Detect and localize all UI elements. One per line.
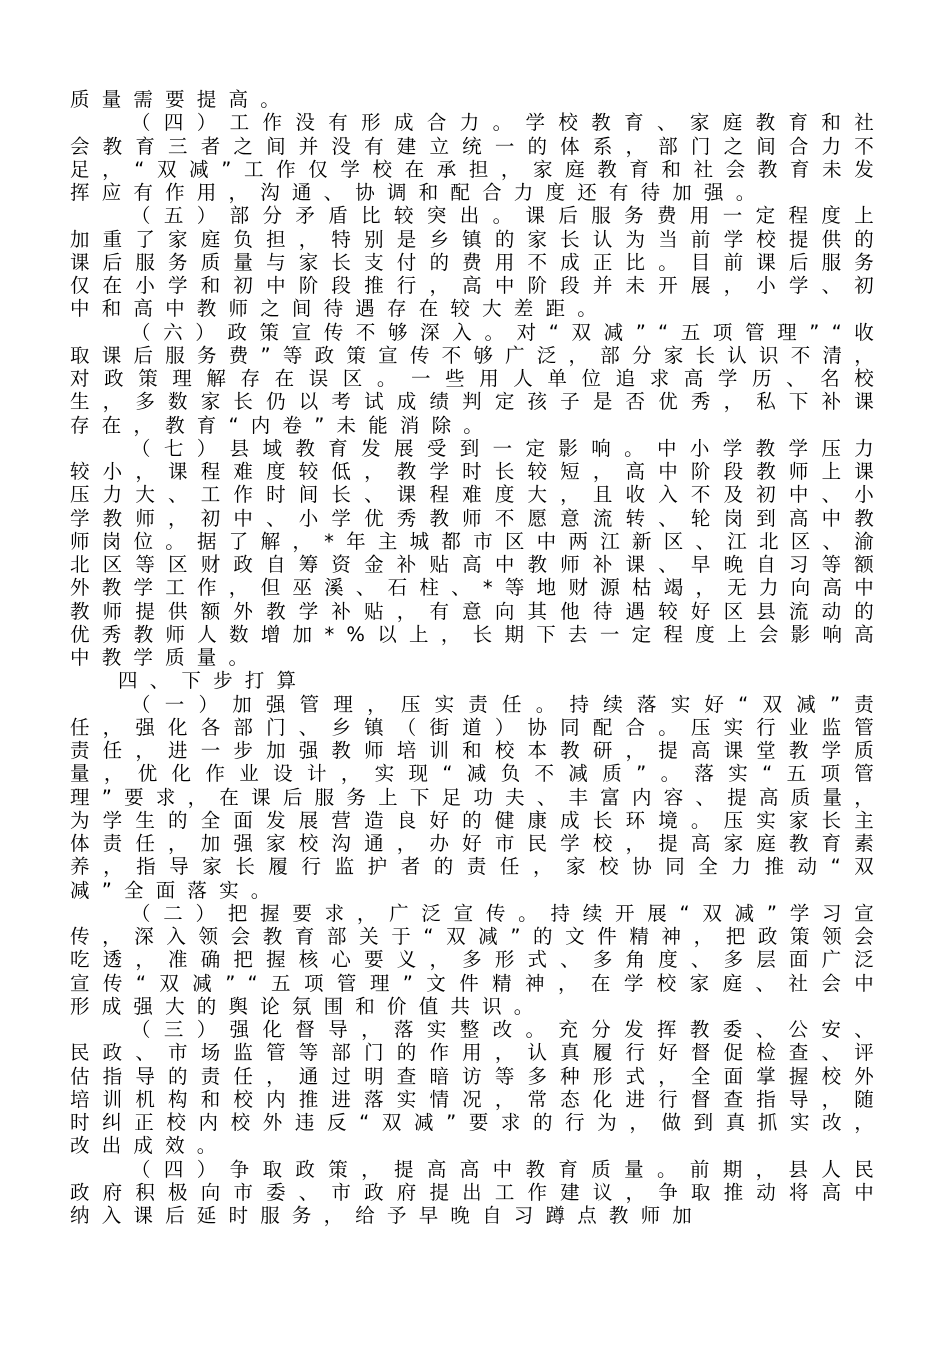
paragraph-conflicts: （五）部分矛盾比较突出。课后服务费用一定程度上加重了家庭负担，特别是乡镇的家长认为当前学校提供的课后服务质量与家长支付的费用不成正比。目前课后服务仅在小学和初中阶段推行，高中阶段并未开展，小学、初中和高中教师之间待遇存在较大差距。 bbox=[70, 204, 886, 321]
paragraph-publicity: （二）把握要求，广泛宣传。持续开展“双减”学习宣传，深入领会教育部关于“双减”的文件精神，把政策领会吃透，准确把握核心要义，多形式、多角度、多层面广泛宣传“双减”“五项管理”文件精神，在学校家庭、社会中形成强大的舆论氛围和价值共识。 bbox=[70, 901, 886, 1018]
paragraph-work-not-united: （四）工作没有形成合力。学校教育、家庭教育和社会教育三者之间并没有建立统一的体系，部门之间合力不足，“双减”工作仅学校在承担，家庭教育和社会教育未发挥应有作用，沟通、协调和配合力度还有待加强。 bbox=[70, 111, 886, 204]
paragraph-continuation: 质量需要提高。 bbox=[70, 88, 292, 111]
paragraph-county-education: （七）县域教育发展受到一定影响。中小学教学压力较小，课程难度较低，教学时长较短，高中阶段教师上课压力大、工作时间长、课程难度大，且收入不及初中、小学教师，初中、小学优秀教师不愿意流转、轮岗到高中教师岗位。据了解，*年主城都市区中两江新区、江北区、渝北区等区财政自筹资金补贴高中教师补课、早晚自习等额外教学工作，但巫溪、石柱、*等地财源枯竭，无力向高中教师提供额外教学补贴，有意向其他待遇较好区县流动的优秀教师人数增加*%以上，长期下去一定程度上会影响高中教学质量。 bbox=[70, 436, 886, 669]
paragraph-strengthen-management: （一）加强管理，压实责任。持续落实好“双减”责任，强化各部门、乡镇（街道）协同配合。压实行业监管责任，进一步加强教师培训和校本教研，提高课堂教学质量，优化作业设计，实现“减负不减质”。落实“五项管理”要求，在课后服务上下足功夫、丰富内容、提高质量，为学生的全面发展营造良好的健康成长环境。压实家长主体责任，加强家校沟通，办好市民学校，提高家庭教育素养，指导家长履行监护者的责任，家校协同全力推动“双减”全面落实。 bbox=[70, 692, 886, 902]
section-heading-next-steps: 四、下步打算 bbox=[118, 669, 309, 693]
paragraph-policy-publicity: （六）政策宣传不够深入。对“双减”“五项管理”“收取课后服务费”等政策宣传不够广泛，部分家长认识不清，对政策理解存在误区。一些用人单位追求高学历、名校生，多数家长仍以考试成绩判定孩子是否优秀，私下补课存在，教育“内卷”未能消除。 bbox=[70, 320, 886, 437]
document-body bbox=[70, 88, 886, 1227]
paragraph-policy-support: （四）争取政策，提高高中教育质量。前期，县人民政府积极向市委、市政府提出工作建议，争取推动将高中纳入课后延时服务，给予早晚自习蹲点教师加 bbox=[70, 1157, 886, 1227]
paragraph-supervision: （三）强化督导，落实整改。充分发挥教委、公安、民政、市场监管等部门的作用，认真履行好督促检查、评估指导的责任，通过明查暗访等多种形式，全面掌握校外培训机构和校内推进落实情况，常态化进行督查指导，随时纠正校内校外违反“双减”要求的行为，做到真抓实改，改出成效。 bbox=[70, 1018, 886, 1158]
